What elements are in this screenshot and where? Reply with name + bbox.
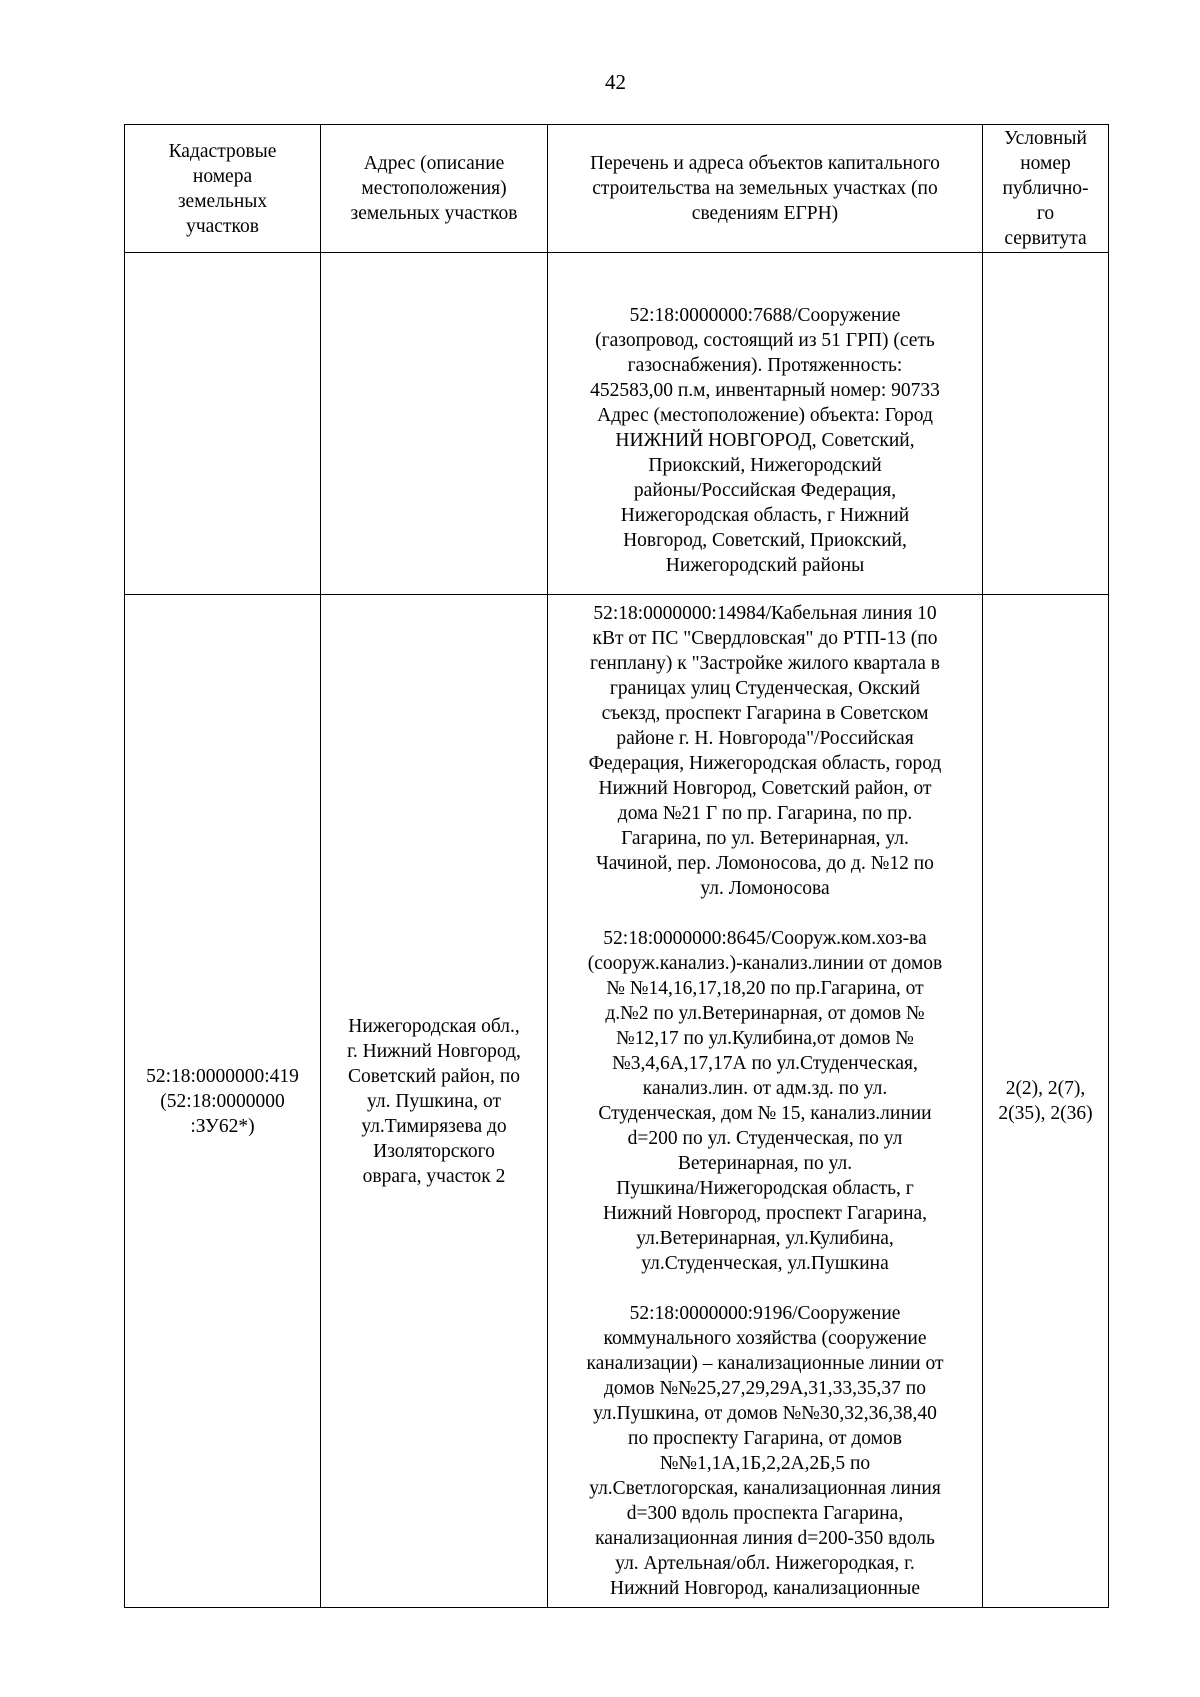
object-entry: 52:18:0000000:14984/Кабельная линия 10 кВт от ПС "Свердловская" до РТП-13 (по генплану) к "Застройке жилого квартала в границах улиц Студенческая, Окский съекзд, проспект Гагарина в Советском районе г. Н. Новгорода"/Российская Федерация, Нижегородская область, город Нижний Новгород, Советский район, от дома №21 Г по пр. Гагарина, по пр. Гагарина, по ул. Ветеринарная, ул. Чачиной, пер. Ломоносова, до д. №12 по ул. Ломоносова <box>588 603 942 899</box>
page-number: 42 <box>605 70 626 94</box>
spacer <box>554 901 976 926</box>
object-entry: 52:18:0000000:7688/Сооружение (газопровод, состоящий из 51 ГРП) (сеть газоснабжения). Протяженность: 452583,00 п.м, инвентарный номер: 90733 Адрес (местоположение) объекта: Город НИЖНИЙ НОВГОРОД, Советский, Приокский, Нижегородский районы/Российская Федерация, Нижегородская область, г Нижний Новгород, Советский, Приокский, Нижегородский районы <box>590 304 940 576</box>
table-row <box>125 595 1109 1608</box>
object-entry: 52:18:0000000:9196/Сооружение коммунального хозяйства (сооружение канализации) – канализационные линии от домов №№25,27,29,29А,31,33,35,37 по ул.Пушкина, от домов №№30,32,36,38,40 по проспекту Гагарина, от домов №№1,1А,1Б,2,2А,2Б,5 по ул.Светлогорская, канализационная линия d=300 вдоль проспекта Гагарина, канализационная линия d=200-350 вдоль ул. Артельная/обл. Нижегородкая, г. Нижний Новгород, канализационные <box>586 1303 944 1599</box>
objects-cell <box>548 595 983 1608</box>
spacer <box>554 1276 976 1301</box>
header-objects: Перечень и адреса объектов капитального строительства на земельных участках (по сведениям ЕГРН) <box>548 125 983 253</box>
servitude-cell <box>983 253 1109 595</box>
cadastral-cell <box>125 253 321 595</box>
header-cadastral-numbers: Кадастровые номера земельных участков <box>125 125 321 253</box>
header-address: Адрес (описание местоположения) земельных участков <box>321 125 548 253</box>
address-cell <box>321 253 548 595</box>
servitude-cell: 2(2), 2(7), 2(35), 2(36) <box>983 595 1109 1608</box>
cadastral-cell: 52:18:0000000:419 (52:18:0000000 :ЗУ62*) <box>125 595 321 1608</box>
table-header-row <box>125 125 1109 253</box>
servitude-table <box>124 124 1109 1608</box>
header-servitude-number: Условный номер публично- го сервитута <box>983 125 1109 253</box>
table-row <box>125 253 1109 595</box>
objects-cell <box>548 253 983 595</box>
object-entry: 52:18:0000000:8645/Сооруж.ком.хоз-ва (сооруж.канализ.)-канализ.линии от домов № №14,16,17,18,20 по пр.Гагарина, от д.№2 по ул.Ветеринарная, от домов № №12,17 по ул.Кулибина,от домов № №3,4,6А,17,17А по ул.Студенческая, канализ.лин. от адм.зд. по ул. Студенческая, дом № 15, канализ.линии d=200 по ул. Студенческая, по ул Ветеринарная, по ул. Пушкина/Нижегородская область, г Нижний Новгород, проспект Гагарина, ул.Ветеринарная, ул.Кулибина, ул.Студенческая, ул.Пушкина <box>587 928 943 1274</box>
address-cell: Нижегородская обл., г. Нижний Новгород, Советский район, по ул. Пушкина, от ул.Тимирязева до Изоляторского оврага, участок 2 <box>321 595 548 1608</box>
